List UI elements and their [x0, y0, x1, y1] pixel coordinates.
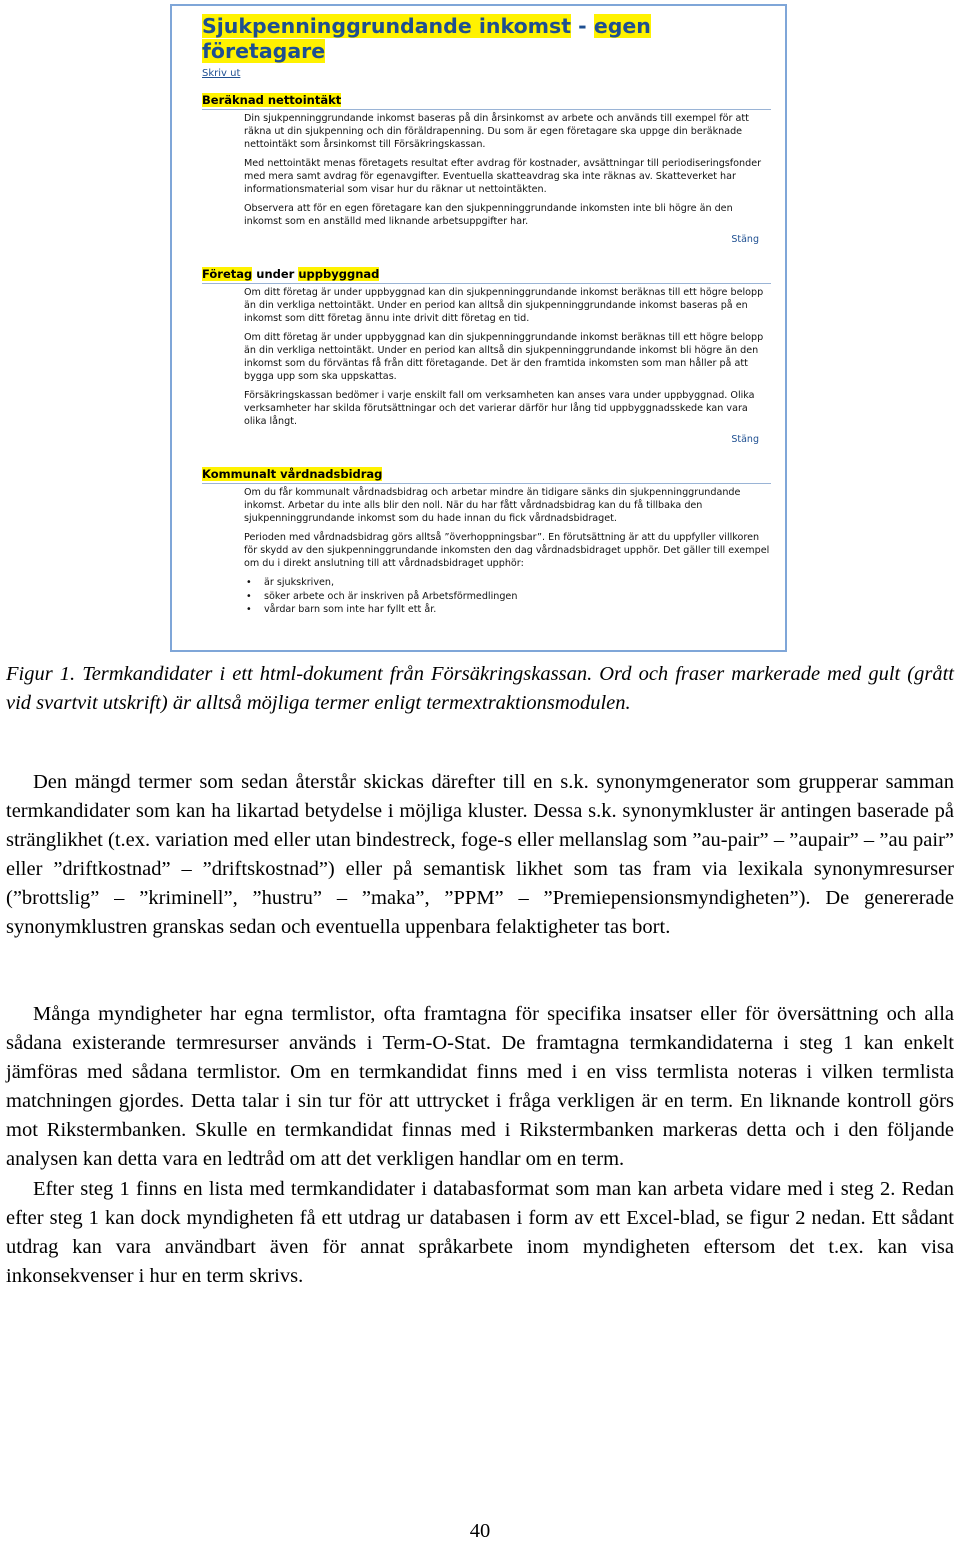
close-link[interactable]: Stäng	[731, 434, 759, 445]
list-item: • vårdar barn som inte har fyllt ett år.	[260, 603, 771, 617]
body-paragraph-3: Efter steg 1 finns en lista med termkandidater i databasformat som man kan arbeta vidare med i steg 2. Redan efter steg 1 kan dock myndigheten få ett utdrag ur databasen i form av ett Excel-blad, se figur 2 nedan. Ett sådant utdrag kan vara användbart även för annat språkarbete inom myndigheten eftersom det t.ex. kan visa inkonsekvenser i hur en term skrivs.	[6, 1178, 954, 1287]
section-paragraph: Med nettointäkt menas företagets resultat efter avdrag för kostnader, avsättningar till periodiseringsfonder med mera samt avdrag för egenavgifter. Eventuella skatteavdrag ska inte räknas av. Skatteverket har informationsmaterial som visar hur du räknar ut nettointäkten.	[244, 158, 762, 195]
body-paragraph-1: Den mängd termer som sedan återstår skickas därefter till en s.k. synonymgenerator som grupperar samman termkandidater som kan ha likartad betydelse i möjliga kluster. Dessa s.k. synonymkluster är antingen baserade på stränglikhet (t.ex. variation med eller utan bindestreck, foge-s eller mellanslag som ”au-pair” – ”aupair” – ”au pair” eller ”driftkostnad” – ”driftskostnad”) eller på semantisk likhet som tas fram via lexikala synonymresurser (”brottslig” – ”kriminell”, ”hustru” – ”maka”, ”PPM” – ”Premiepensionsmyndigheten”). De genererade synonymklustren granskas sedan och eventuella uppenbara felaktigheter tas bort.	[6, 771, 954, 938]
bullet-list	[260, 576, 771, 617]
print-link[interactable]: Skriv ut	[202, 68, 241, 79]
list-item: • söker arbete och är inskriven på Arbetsförmedlingen	[260, 590, 771, 604]
section-paragraph: Försäkringskassan bedömer i varje enskilt fall om verksamheten kan anses vara under uppbyggnad. Olika verksamheter har skilda förutsättningar och det varierar därför hur lång tid uppbyggnadsskede kan vara olika långt.	[244, 390, 755, 427]
section-paragraph: Om ditt företag är under uppbyggnad kan din sjukpenninggrundande inkomst beräknas till ett högre belopp än din verkliga nettointäkt. Under en period kan alltså din sjukpenninggrundande inkomst bli högre än den inkomst som du förväntas få från ditt företagande. Det är den framtida inkomsten som man håller på att bygga upp som ska uppskattas.	[244, 332, 764, 382]
figure-title: Sjukpenninggrundande inkomst - egen företagare	[202, 14, 651, 63]
section-paragraph: Din sjukpenninggrundande inkomst baseras på din årsinkomst av arbete och används till exempel för att räkna ut din sjukpenning och din föräldrapenning. Du som är egen företagare ska uppge din beräknade nettointäkt som årsinkomst till Försäkringskassan.	[244, 113, 749, 150]
figure-screenshot	[170, 4, 787, 652]
section-paragraph: Perioden med vårdnadsbidrag görs alltså ”överhoppningsbar”. En förutsättning är att du uppfyller villkoren för skydd av den sjukpenninggrundande inkomsten den dag vårdnadsbidraget upphör. Det gäller till exempel om du i direkt anslutning till att vårdnadsbidraget upphör:	[244, 532, 770, 569]
section-heading-uppbyggnad: Företag under uppbyggnad	[202, 266, 771, 284]
section-heading-nettointakt: Beräknad nettointäkt	[202, 92, 771, 110]
section-paragraph: Observera att för en egen företagare kan den sjukpenninggrundande inkomsten inte bli högre än den inkomst som en anställd med liknande arbetsuppgifter har.	[244, 203, 733, 227]
close-link[interactable]: Stäng	[731, 234, 759, 245]
list-item: • är sjukskriven,	[260, 576, 771, 590]
page-number: 40	[469, 1520, 491, 1542]
section-heading-vardnadsbidrag: Kommunalt vårdnadsbidrag	[202, 466, 771, 484]
section-paragraph: Om du får kommunalt vårdnadsbidrag och arbetar mindre än tidigare sänks din sjukpenninggrundande inkomst. Arbetar du inte alls blir den noll. När du har fått vårdnadsbidrag kan du få tillbaka den sjukpenninggrundande inkomst som du hade innan du fick vårdnadsbidraget.	[244, 487, 741, 524]
body-paragraph-2: Många myndigheter har egna termlistor, ofta framtagna för specifika insatser eller för översättning och alla sådana existerande termresurser används i Term-O-Stat. De framtagna termkandidaterna i steg 1 kan enkelt jämföras med sådana termlistor. Om en termkandidat finns med i en viss termlista noteras i vilken termlista matchningen gjordes. Detta talar i sin tur för att uttrycket i fråga verkligen är en term. En liknande kontroll görs mot Rikstermbanken. Skulle en termkandidat finnas med i Rikstermbanken markeras detta och i den följande analysen kan detta vara en ledtråd om att det verkligen handlar om en term.	[6, 1003, 954, 1170]
figure-caption: Figur 1. Termkandidater i ett html-dokument från Försäkringskassan. Ord och fraser markerade med gult (grått vid svartvit utskrift) är alltså möjliga termer enligt termextraktionsmodulen.	[6, 663, 954, 714]
section-paragraph: Om ditt företag är under uppbyggnad kan din sjukpenninggrundande inkomst beräknas till ett högre belopp än din verkliga nettointäkt. Under en period kan alltså din sjukpenninggrundande inkomst baseras på en inkomst som ditt företag ännu inte drivit ditt företag en tid.	[244, 287, 764, 324]
